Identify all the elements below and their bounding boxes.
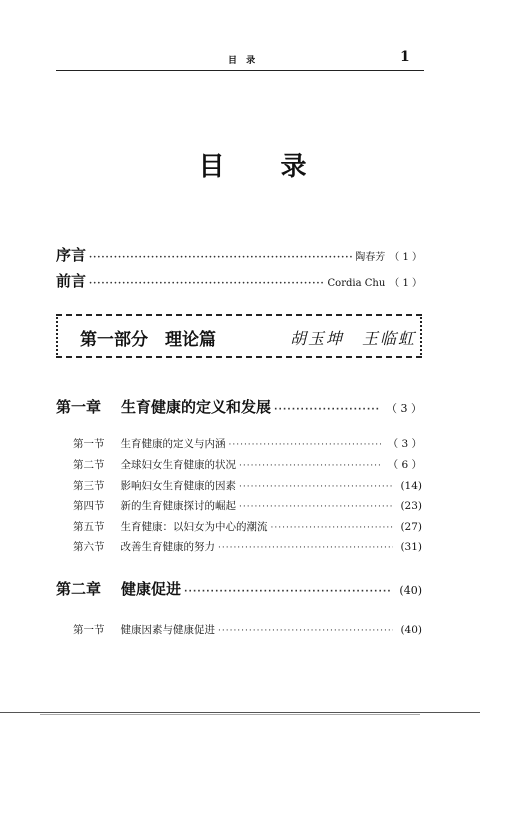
chapter-title: 健康促进 — [121, 580, 182, 598]
section-title: 生育健康：以妇女为中心的潮流 — [120, 521, 268, 533]
toc-chapter-2[interactable] — [56, 578, 422, 599]
toc-entry-page: （ 1 ） — [389, 278, 422, 289]
chapter-page: (40) — [399, 584, 422, 597]
section-title: 改善生育健康的努力 — [120, 541, 215, 553]
chapter-number: 第二章 — [56, 580, 102, 598]
leader-dots — [239, 482, 393, 492]
page-title — [0, 146, 505, 183]
section-page: （ 3 ） — [387, 438, 422, 450]
toc-chapter-1[interactable] — [56, 396, 422, 417]
section-page: (27) — [400, 521, 422, 533]
scan-edge-line — [0, 712, 480, 713]
toc-entry-author: 陶春芳 — [355, 252, 386, 263]
section-number: 第五节 — [73, 521, 105, 533]
page-title-char: 录 — [280, 152, 307, 182]
toc-section[interactable] — [73, 478, 422, 493]
section-page: (14) — [400, 480, 422, 492]
section-title: 影响妇女生育健康的因素 — [120, 480, 236, 492]
toc-entry-foreword[interactable] — [56, 270, 422, 291]
part-authors: 胡玉坤 王临虹 — [290, 329, 417, 348]
toc-entry-page: （ 1 ） — [389, 252, 422, 263]
part-title[interactable]: 第一部分 理论篇 — [80, 330, 216, 350]
toc-section[interactable] — [73, 519, 422, 534]
chapter-page: （ 3 ） — [386, 402, 422, 415]
section-title: 全球妇女生育健康的状况 — [120, 459, 236, 471]
toc-section[interactable] — [73, 457, 422, 472]
leader-dots — [89, 279, 325, 289]
leader-dots — [239, 502, 393, 512]
section-title: 生育健康的定义与内涵 — [120, 438, 226, 450]
section-title: 新的生育健康探讨的崛起 — [120, 500, 236, 512]
section-number: 第六节 — [73, 541, 105, 553]
section-page: (40) — [400, 624, 422, 636]
chapter-title: 生育健康的定义和发展 — [121, 398, 272, 416]
leader-dots — [239, 461, 381, 471]
header-rule — [56, 70, 424, 71]
leader-dots — [89, 253, 352, 263]
section-number: 第三节 — [73, 480, 105, 492]
toc-entry-preface[interactable] — [56, 244, 422, 265]
section-number: 第二节 — [73, 459, 105, 471]
running-header-page-number: 1 — [400, 49, 410, 65]
running-header-title: 目 录 — [228, 56, 259, 66]
toc-entry-title: 序言 — [56, 246, 87, 264]
chapter-number: 第一章 — [56, 398, 102, 416]
leader-dots — [229, 440, 381, 450]
section-page: (31) — [400, 541, 422, 553]
section-title: 健康因素与健康促进 — [120, 624, 215, 636]
leader-dots — [218, 626, 393, 636]
leader-dots — [274, 405, 379, 415]
leader-dots — [184, 587, 392, 597]
leader-dots — [271, 523, 394, 533]
toc-section[interactable] — [73, 622, 422, 637]
section-number: 第一节 — [73, 438, 105, 450]
toc-section[interactable] — [73, 539, 422, 554]
toc-entry-author: Cordia Chu — [327, 278, 386, 289]
toc-section[interactable] — [73, 498, 422, 513]
toc-section[interactable] — [73, 436, 422, 451]
section-number: 第一节 — [73, 624, 105, 636]
page-title-char: 目 — [198, 152, 225, 182]
section-page: (23) — [400, 500, 422, 512]
toc-entry-title: 前言 — [56, 272, 87, 290]
section-number: 第四节 — [73, 500, 105, 512]
scan-edge-line — [40, 714, 420, 715]
leader-dots — [218, 543, 393, 553]
section-page: （ 6 ） — [387, 459, 422, 471]
